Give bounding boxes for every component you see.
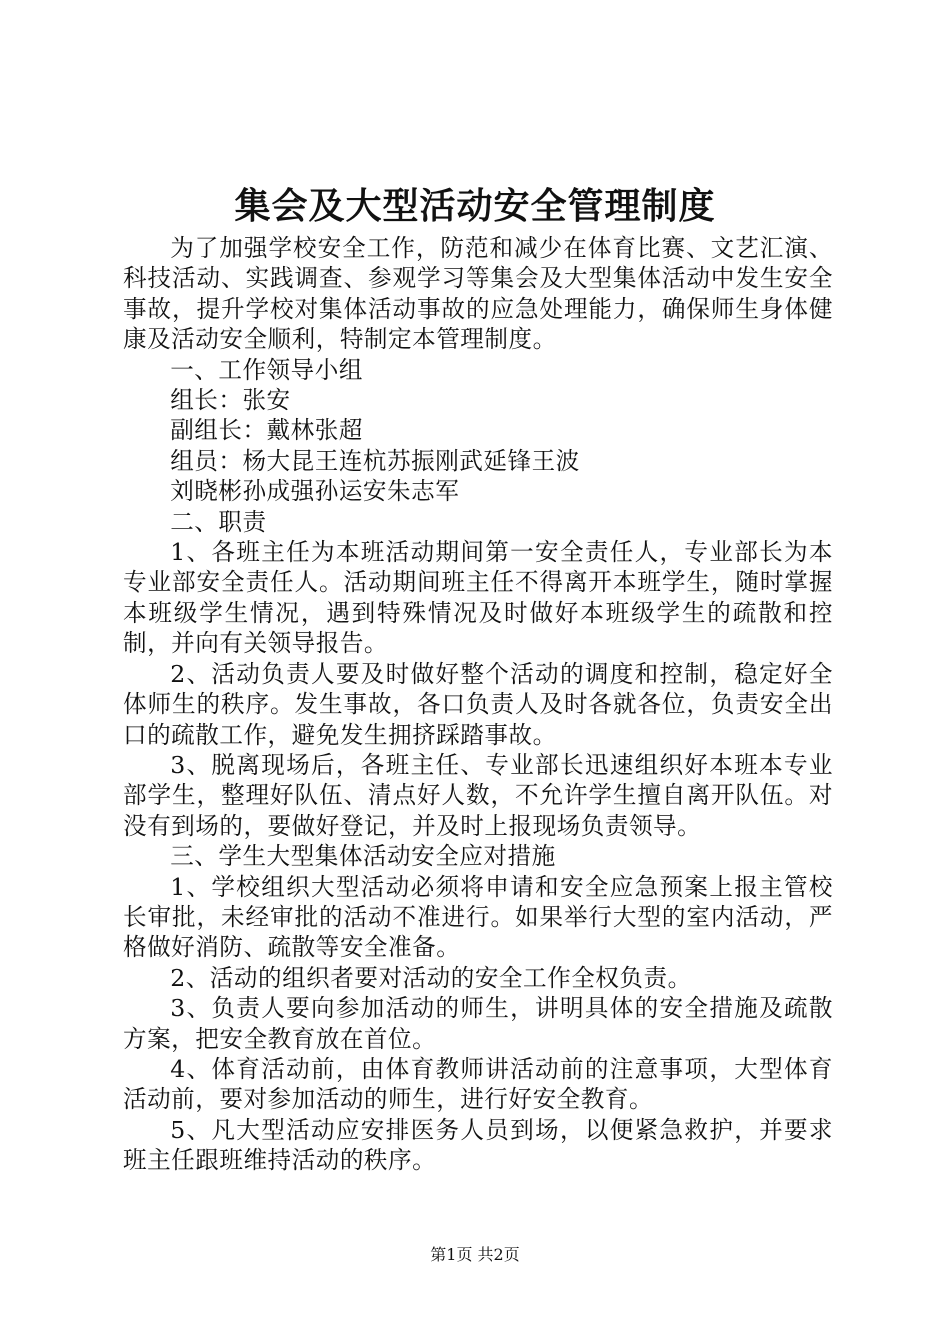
paragraph-measure-3: 3、负责人要向参加活动的师生，讲明具体的安全措施及疏散方案，把安全教育放在首位。 bbox=[123, 994, 833, 1053]
paragraph-measure-2: 2、活动的组织者要对活动的安全工作全权负责。 bbox=[170, 963, 692, 992]
paragraph-deputy-leader: 副组长：戴林张超 bbox=[170, 416, 363, 445]
paragraph-duty-2: 2、活动负责人要及时做好整个活动的调度和控制，稳定好全体师生的秩序。发生事故，各口负责人及时各就各位，负责安全出口的疏散工作，避免发生拥挤踩踏事故。 bbox=[123, 659, 833, 749]
paragraph-duty-3: 3、脱离现场后，各班主任、专业部长迅速组织好本班本专业部学生，整理好队伍、清点好人数，不允许学生擅自离开队伍。对没有到场的，要做好登记，并及时上报现场负责领导。 bbox=[123, 750, 833, 840]
paragraph-members-continued: 刘晓彬孙成强孙运安朱志军 bbox=[170, 477, 460, 506]
paragraph-duty-1: 1、各班主任为本班活动期间第一安全责任人，专业部长为本专业部安全责任人。活动期间班主任不得离开本班学生，随时掌握本班级学生情况，遇到特殊情况及时做好本班级学生的疏散和控制，并向有关领导报告。 bbox=[123, 538, 833, 658]
section-heading-measures: 三、学生大型集体活动安全应对措施 bbox=[170, 842, 556, 871]
document-body bbox=[123, 233, 833, 1176]
paragraph-members: 组员：杨大昆王连杭苏振刚武延锋王波 bbox=[170, 446, 580, 475]
paragraph-measure-1: 1、学校组织大型活动必须将申请和安全应急预案上报主管校长审批，未经审批的活动不准进行。如果举行大型的室内活动，严格做好消防、疏散等安全准备。 bbox=[123, 872, 833, 962]
document-title: 集会及大型活动安全管理制度 bbox=[234, 186, 716, 227]
paragraph-measure-4: 4、体育活动前，由体育教师讲活动前的注意事项，大型体育活动前，要对参加活动的师生，进行好安全教育。 bbox=[123, 1054, 833, 1114]
paragraph-measure-5: 5、凡大型活动应安排医务人员到场，以便紧急救护，并要求班主任跟班维持活动的秩序。 bbox=[123, 1115, 833, 1175]
paragraph-intro: 为了加强学校安全工作，防范和减少在体育比赛、文艺汇演、科技活动、实践调查、参观学习等集会及大型集体活动中发生安全事故，提升学校对集体活动事故的应急处理能力，确保师生身体健康及活动安全顺利，特制定本管理制度。 bbox=[123, 234, 833, 354]
paragraph-leader: 组长：张安 bbox=[170, 386, 291, 415]
section-heading-duties: 二、职责 bbox=[170, 507, 267, 536]
page-number-footer: 第1页 共2页 bbox=[430, 1245, 520, 1264]
section-heading-leadership: 一、工作领导小组 bbox=[170, 355, 363, 384]
